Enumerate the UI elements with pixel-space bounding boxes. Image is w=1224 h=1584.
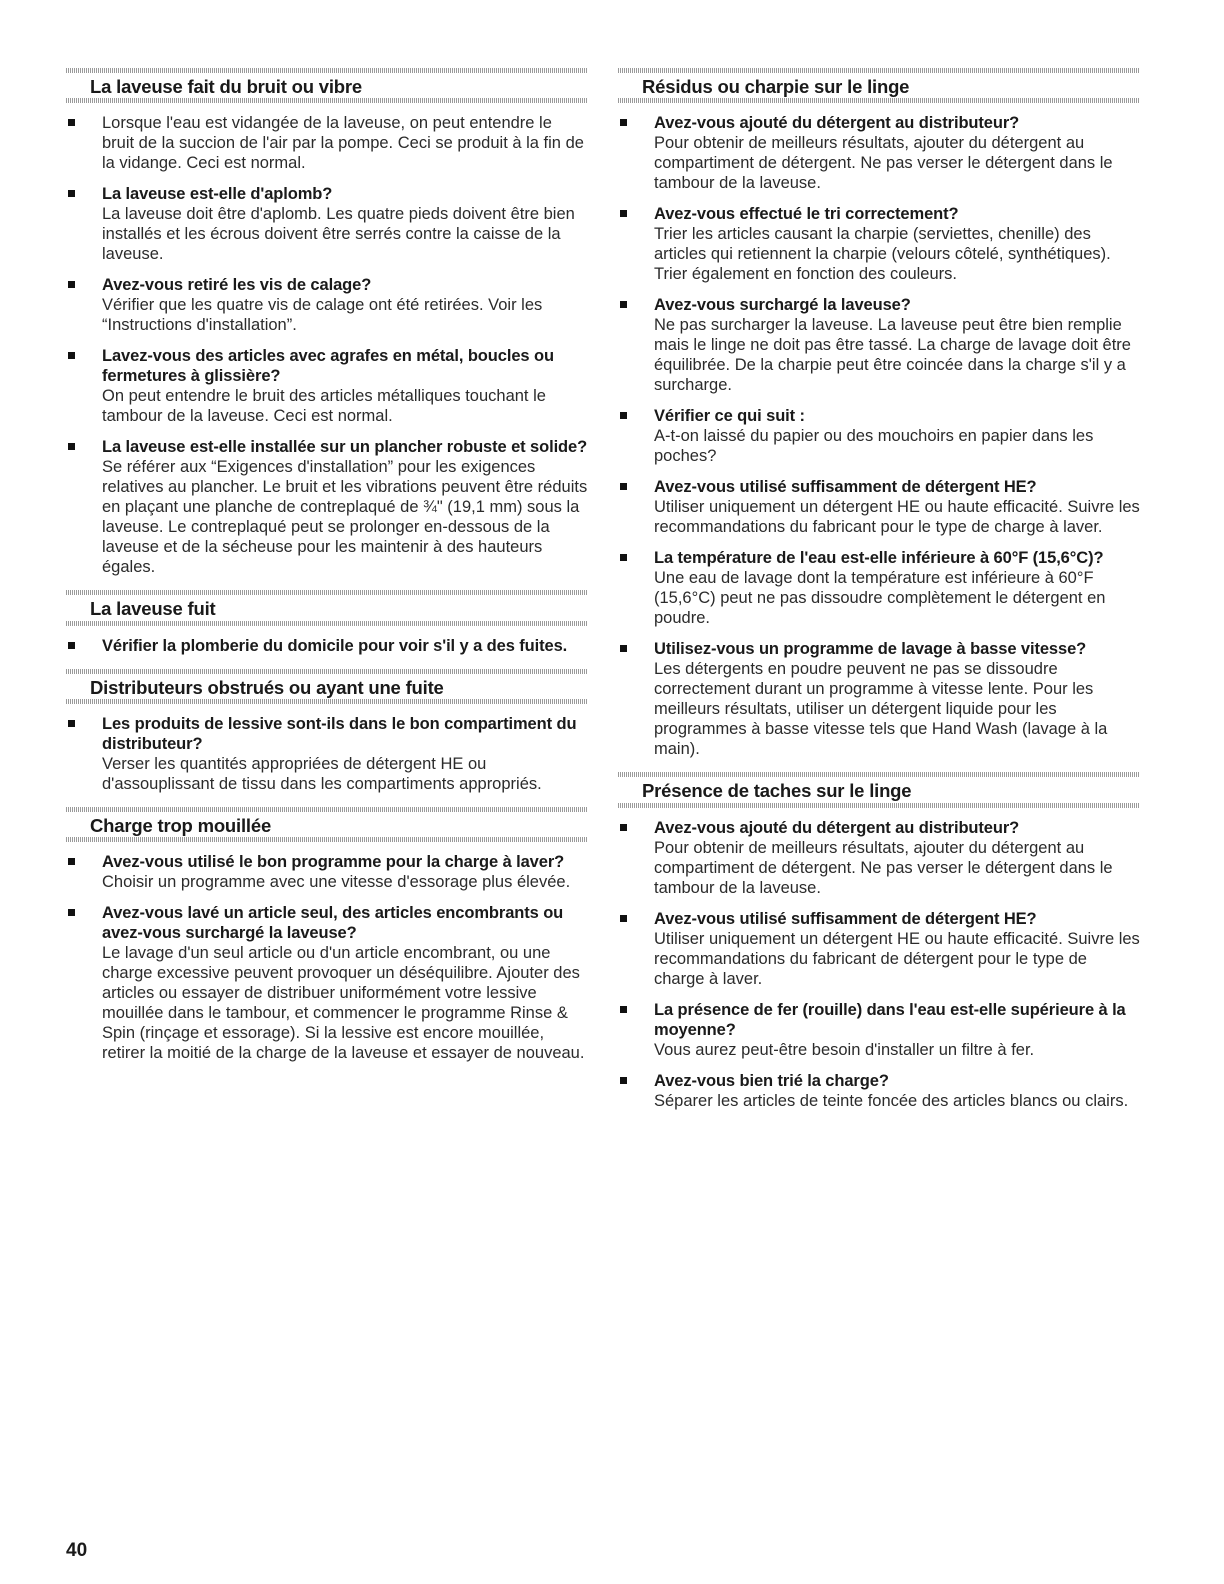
answer-text: A-t-on laissé du papier ou des mouchoirs en papier dans les poches? bbox=[654, 427, 1094, 466]
answer-text: Utiliser uniquement un détergent HE ou haute efficacité. Suivre les recommandations du fabricant pour le type de charge à laver. bbox=[654, 498, 1140, 537]
square-bullet-icon bbox=[620, 412, 627, 419]
section-title: Résidus ou charpie sur le linge bbox=[618, 66, 1140, 103]
item-list bbox=[618, 808, 1140, 1111]
question-text: Lavez-vous des articles avec agrafes en métal, boucles ou fermetures à glissière? bbox=[102, 347, 554, 386]
left-column bbox=[66, 66, 588, 1074]
question-text: Avez-vous utilisé suffisamment de détergent HE? bbox=[654, 478, 1037, 497]
list-item bbox=[618, 406, 1140, 466]
answer-text: Séparer les articles de teinte foncée des articles blancs ou clairs. bbox=[654, 1091, 1129, 1110]
question-text: Avez-vous utilisé le bon programme pour la charge à laver? bbox=[102, 853, 565, 872]
square-bullet-icon bbox=[68, 190, 75, 197]
question-text: Avez-vous effectué le tri correctement? bbox=[654, 205, 959, 224]
answer-text: Pour obtenir de meilleurs résultats, ajouter du détergent au compartiment de détergent. Ne pas verser le détergent dans le tambour de la laveuse. bbox=[654, 134, 1113, 193]
question-text: Avez-vous lavé un article seul, des articles encombrants ou avez-vous surchargé la laveuse? bbox=[102, 904, 564, 943]
list-item bbox=[66, 636, 588, 656]
question-text: Avez-vous ajouté du détergent au distributeur? bbox=[654, 818, 1020, 837]
troubleshooting-section bbox=[66, 588, 588, 655]
square-bullet-icon bbox=[620, 483, 627, 490]
square-bullet-icon bbox=[620, 554, 627, 561]
question-text: La laveuse est-elle d'aplomb? bbox=[102, 185, 333, 204]
square-bullet-icon bbox=[68, 720, 75, 727]
list-item bbox=[618, 204, 1140, 284]
list-item bbox=[618, 548, 1140, 628]
question-text: La présence de fer (rouille) dans l'eau est-elle supérieure à la moyenne? bbox=[654, 1000, 1126, 1039]
square-bullet-icon bbox=[68, 642, 75, 649]
question-text: Utilisez-vous un programme de lavage à basse vitesse? bbox=[654, 640, 1087, 659]
square-bullet-icon bbox=[620, 301, 627, 308]
item-list bbox=[66, 626, 588, 656]
square-bullet-icon bbox=[68, 281, 75, 288]
answer-text: Les détergents en poudre peuvent ne pas se dissoudre correctement durant un programme à vitesse lente. Pour les meilleurs résultats, utiliser un détergent liquide pour les programmes à basse vitesse tels que Hand Wash (lavage à la main). bbox=[654, 660, 1108, 759]
question-text: La température de l'eau est-elle inférieure à 60°F (15,6°C)? bbox=[654, 549, 1104, 568]
question-text: Avez-vous ajouté du détergent au distributeur? bbox=[654, 114, 1020, 133]
answer-text: On peut entendre le bruit des articles métalliques touchant le tambour de la laveuse. Ceci est normal. bbox=[102, 387, 546, 426]
list-item bbox=[618, 1000, 1140, 1060]
section-title: La laveuse fuit bbox=[66, 588, 588, 625]
square-bullet-icon bbox=[68, 352, 75, 359]
answer-text: Ne pas surcharger la laveuse. La laveuse peut être bien remplie mais le linge ne doit pas être tassé. La charge de lavage doit être équilibrée. De la charpie peut être coincée dans la charge s'il y a surcharge. bbox=[654, 316, 1131, 395]
answer-text: Verser les quantités appropriées de détergent HE ou d'assouplissant de tissu dans les compartiments appropriés. bbox=[102, 754, 542, 793]
answer-text: La laveuse doit être d'aplomb. Les quatre pieds doivent être bien installés et les écrous doivent être serrés contre la caisse de la laveuse. bbox=[102, 205, 575, 264]
list-item bbox=[618, 818, 1140, 898]
item-list bbox=[618, 103, 1140, 759]
list-item bbox=[66, 903, 588, 1063]
question-text: Avez-vous bien trié la charge? bbox=[654, 1071, 889, 1090]
section-title: Présence de taches sur le linge bbox=[618, 770, 1140, 807]
square-bullet-icon bbox=[620, 1077, 627, 1084]
answer-text: Une eau de lavage dont la température est inférieure à 60°F (15,6°C) peut ne pas dissoudre complètement le détergent en poudre. bbox=[654, 569, 1106, 628]
answer-text: Pour obtenir de meilleurs résultats, ajouter du détergent au compartiment de détergent. Ne pas verser le détergent dans le tambour de la laveuse. bbox=[654, 838, 1113, 897]
section-title: La laveuse fait du bruit ou vibre bbox=[66, 66, 588, 103]
square-bullet-icon bbox=[620, 645, 627, 652]
square-bullet-icon bbox=[68, 119, 75, 126]
square-bullet-icon bbox=[620, 210, 627, 217]
answer-text: Utiliser uniquement un détergent HE ou haute efficacité. Suivre les recommandations du fabricant de détergent pour le type de charge à laver. bbox=[654, 929, 1140, 988]
square-bullet-icon bbox=[620, 824, 627, 831]
question-text: Avez-vous retiré les vis de calage? bbox=[102, 276, 372, 295]
question-text: Vérifier la plomberie du domicile pour voir s'il y a des fuites. bbox=[102, 636, 568, 655]
list-item bbox=[66, 852, 588, 892]
answer-text: Vérifier que les quatre vis de calage ont été retirées. Voir les “Instructions d'installation”. bbox=[102, 296, 543, 335]
question-text: Avez-vous utilisé suffisamment de détergent HE? bbox=[654, 909, 1037, 928]
troubleshooting-section bbox=[618, 66, 1140, 759]
list-item bbox=[66, 184, 588, 264]
list-item bbox=[66, 346, 588, 426]
answer-text: Choisir un programme avec une vitesse d'essorage plus élevée. bbox=[102, 873, 571, 892]
list-item bbox=[66, 113, 588, 173]
list-item bbox=[618, 295, 1140, 395]
list-item bbox=[618, 1071, 1140, 1111]
list-item bbox=[66, 275, 588, 335]
question-text: Les produits de lessive sont-ils dans le bon compartiment du distributeur? bbox=[102, 714, 577, 753]
list-item bbox=[618, 477, 1140, 537]
answer-text: Se référer aux “Exigences d'installation” pour les exigences relatives au plancher. Le bruit et les vibrations peuvent être réduits en plaçant une planche de contreplaqué de ¾" (19,1 mm) sous la laveuse. Le contreplaqué peut se prolonger en-dessous de la laveuse et de la sécheuse pour les maintenir à des hauteurs égales. bbox=[102, 458, 588, 577]
question-text: Avez-vous surchargé la laveuse? bbox=[654, 296, 911, 315]
square-bullet-icon bbox=[68, 858, 75, 865]
square-bullet-icon bbox=[68, 909, 75, 916]
section-title: Charge trop mouillée bbox=[66, 805, 588, 842]
troubleshooting-section bbox=[66, 805, 588, 1063]
square-bullet-icon bbox=[620, 1006, 627, 1013]
list-item bbox=[618, 909, 1140, 989]
item-list bbox=[66, 842, 588, 1063]
item-list bbox=[66, 704, 588, 794]
square-bullet-icon bbox=[620, 119, 627, 126]
section-title: Distributeurs obstrués ou ayant une fuite bbox=[66, 667, 588, 704]
question-text: La laveuse est-elle installée sur un plancher robuste et solide? bbox=[102, 438, 588, 457]
troubleshooting-section bbox=[66, 66, 588, 577]
list-item bbox=[66, 714, 588, 794]
answer-text: Vous aurez peut-être besoin d'installer un filtre à fer. bbox=[654, 1040, 1035, 1059]
answer-text: Le lavage d'un seul article ou d'un article encombrant, ou une charge excessive peuvent provoquer un déséquilibre. Ajouter des articles ou essayer de distribuer uniformément votre lessive mouillée dans le tambour, et commencer le programme Rinse & Spin (rinçage et essorage). Si la lessive est encore mouillée, retirer la moitié de la charge de la laveuse et essayer de nouveau. bbox=[102, 944, 585, 1063]
square-bullet-icon bbox=[620, 915, 627, 922]
troubleshooting-section bbox=[618, 770, 1140, 1110]
right-column bbox=[618, 66, 1140, 1122]
answer-text: Lorsque l'eau est vidangée de la laveuse, on peut entendre le bruit de la succion de l'air par la pompe. Ceci se produit à la fin de la vidange. Ceci est normal. bbox=[102, 114, 584, 173]
page-number: 40 bbox=[66, 1540, 88, 1561]
list-item bbox=[618, 639, 1140, 759]
square-bullet-icon bbox=[68, 443, 75, 450]
answer-text: Trier les articles causant la charpie (serviettes, chenille) des articles qui retiennent la charpie (velours côtelé, synthétiques). Trier également en fonction des couleurs. bbox=[654, 225, 1111, 284]
list-item bbox=[66, 437, 588, 577]
list-item bbox=[618, 113, 1140, 193]
item-list bbox=[66, 103, 588, 577]
troubleshooting-section bbox=[66, 667, 588, 794]
question-text: Vérifier ce qui suit : bbox=[654, 407, 805, 426]
